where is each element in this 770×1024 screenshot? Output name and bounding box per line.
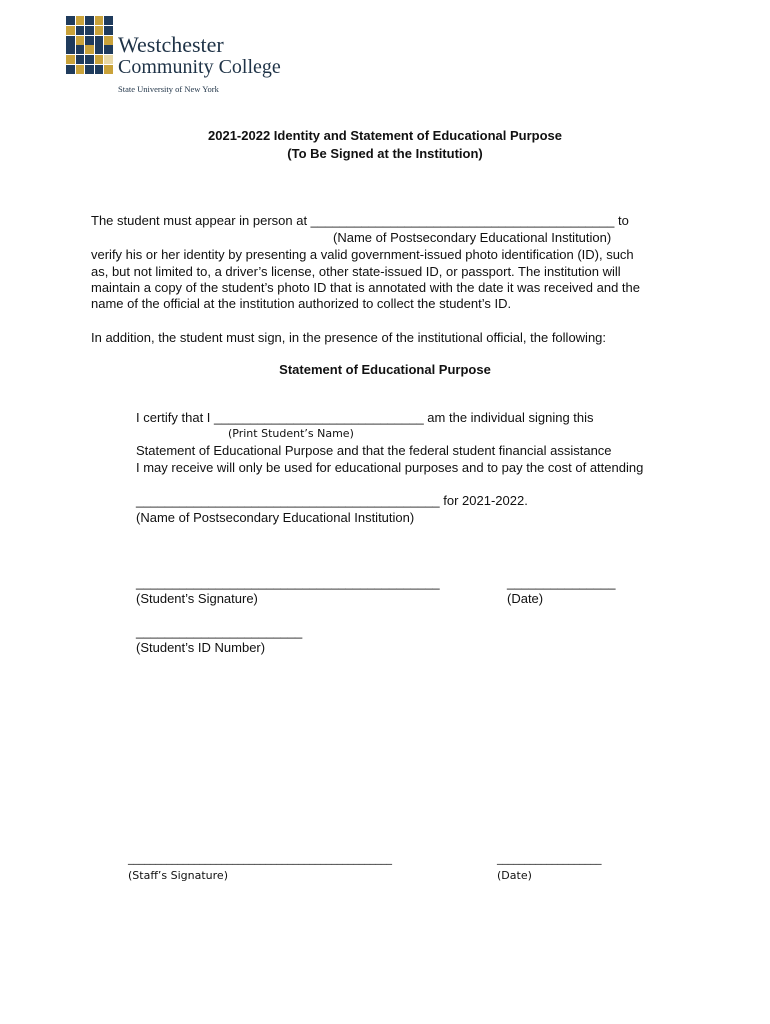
institution-year-line: __________________________________________ for 2021-2022. [136, 493, 528, 508]
logo-square [66, 26, 75, 35]
logo-square [66, 36, 75, 45]
logo-square [76, 55, 85, 64]
document-title: 2021-2022 Identity and Statement of Educational Purpose [208, 128, 562, 143]
statement-heading: Statement of Educational Purpose [279, 362, 491, 377]
logo-square [104, 36, 113, 45]
staff-date-line: ___________________ [497, 852, 602, 865]
logo-square [95, 36, 104, 45]
logo-name-line2: Community College [118, 56, 281, 78]
staff-signature-label: (Staff’s Signature) [128, 869, 228, 882]
institution-name-caption: (Name of Postsecondary Educational Institution) [333, 230, 612, 245]
logo-square [66, 55, 75, 64]
logo-square [85, 36, 94, 45]
student-signature-line: __________________________________________ [136, 575, 440, 590]
document-subtitle: (To Be Signed at the Institution) [287, 146, 483, 161]
intro-line-1: The student must appear in person at __________________________________________ to [91, 213, 629, 228]
statement-line-2: Statement of Educational Purpose and that the federal student financial assistance [136, 443, 612, 458]
logo-square [66, 65, 75, 74]
logo-name-line1: Westchester [118, 32, 224, 57]
statement-line-3: I may receive will only be used for educational purposes and to pay the cost of attending [136, 460, 644, 475]
logo-square [76, 65, 85, 74]
staff-signature-line: ________________________________________________ [128, 852, 392, 865]
student-date-line: _______________ [507, 575, 616, 590]
logo-square [85, 26, 94, 35]
logo-square [95, 65, 104, 74]
addition-paragraph: In addition, the student must sign, in the presence of the institutional official, the following: [91, 330, 607, 345]
intro-line-2: verify his or her identity by presenting a valid government-issued photo identification (ID), such [91, 247, 634, 262]
student-date-label: (Date) [507, 591, 544, 606]
student-id-label: (Student’s ID Number) [136, 640, 266, 655]
intro-line-4: maintain a copy of the student’s photo ID that is annotated with the date it was received and the [91, 280, 640, 295]
logo-square [104, 55, 113, 64]
logo-square [85, 16, 94, 25]
logo-square [66, 16, 75, 25]
institution-name-caption-2: (Name of Postsecondary Educational Institution) [136, 510, 415, 525]
logo-square [76, 26, 85, 35]
logo-square [95, 16, 104, 25]
print-name-caption: (Print Student’s Name) [228, 427, 354, 440]
logo-square [76, 36, 85, 45]
logo-square [104, 16, 113, 25]
intro-line-5: name of the official at the institution authorized to collect the student’s ID. [91, 296, 512, 311]
logo-square [104, 45, 113, 54]
logo-square [76, 45, 85, 54]
logo-square [85, 45, 94, 54]
certify-line: I certify that I _____________________________ am the individual signing this [136, 410, 594, 425]
logo-square [85, 65, 94, 74]
logo-square [85, 55, 94, 64]
college-logo-mark [66, 16, 112, 74]
logo-tagline: State University of New York [118, 84, 219, 94]
intro-line-3: as, but not limited to, a driver’s license, other state-issued ID, or passport. The institution will [91, 264, 621, 279]
student-signature-label: (Student’s Signature) [136, 591, 258, 606]
logo-square [104, 65, 113, 74]
logo-square [95, 45, 104, 54]
logo-square [95, 55, 104, 64]
logo-square [76, 16, 85, 25]
logo-square [104, 26, 113, 35]
logo-square [66, 45, 75, 54]
student-id-line: _______________________ [136, 624, 303, 639]
staff-date-label: (Date) [497, 869, 532, 882]
logo-square [95, 26, 104, 35]
